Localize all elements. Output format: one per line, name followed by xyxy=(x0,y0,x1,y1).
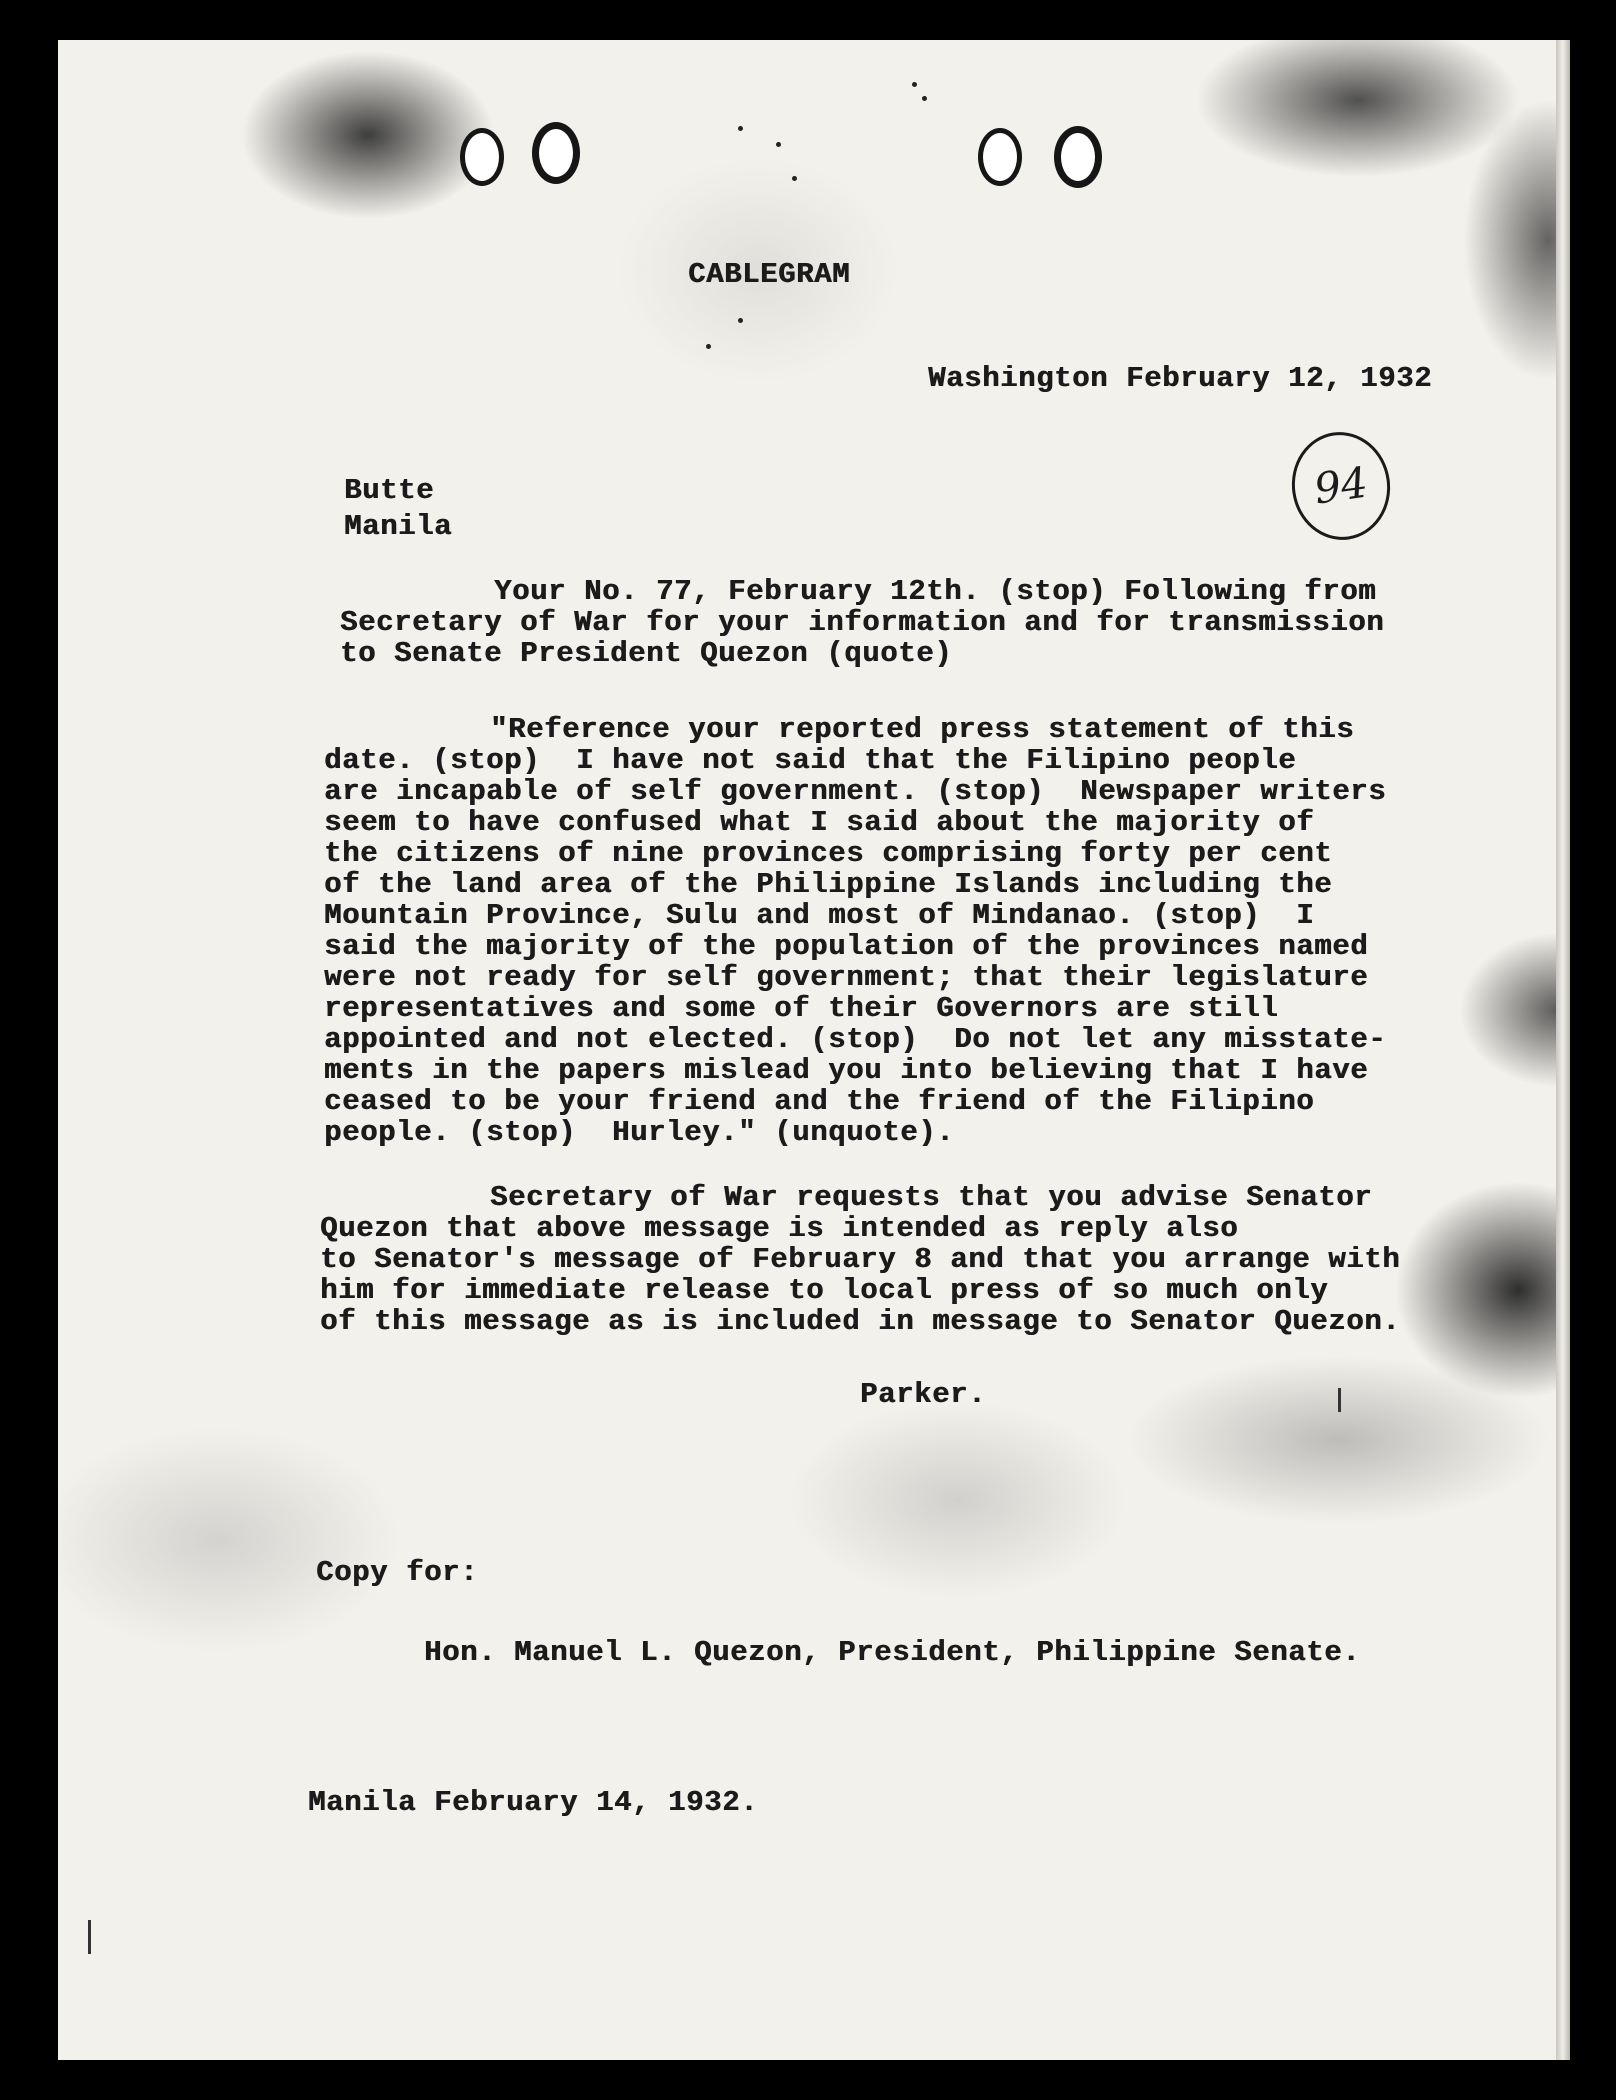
page-number-annotation xyxy=(1285,426,1397,547)
punch-hole xyxy=(460,128,504,186)
text-line: people. (stop) Hurley." (unquote). xyxy=(324,1116,955,1149)
signature: Parker. xyxy=(860,1378,987,1411)
text-line: Quezon that above message is intended as reply also xyxy=(320,1212,1239,1245)
text-line: of the land area of the Philippine Islands including the xyxy=(324,868,1333,901)
text-line: seem to have confused what I said about the majority of xyxy=(324,806,1315,839)
text-line: are incapable of self government. (stop) Newspaper writers xyxy=(324,775,1387,808)
text-line: to Senate President Quezon (quote) xyxy=(340,637,953,670)
text-line: to Senator's message of February 8 and that you arrange with xyxy=(320,1243,1401,1276)
punch-hole xyxy=(532,122,580,184)
address-line: Butte xyxy=(344,474,435,507)
text-line: appointed and not elected. (stop) Do not let any misstate- xyxy=(324,1023,1387,1056)
copy-for-label: Copy for: xyxy=(316,1556,479,1589)
margin-mark xyxy=(1338,1388,1341,1412)
text-line: Your No. 77, February 12th. (stop) Following from xyxy=(494,575,1377,608)
text-line: ments in the papers mislead you into believing that I have xyxy=(324,1054,1369,1087)
text-line: were not ready for self government; that their legislature xyxy=(324,961,1369,994)
text-line: him for immediate release to local press of so much only xyxy=(320,1274,1329,1307)
ink-speck xyxy=(738,318,743,323)
text-line: ceased to be your friend and the friend of the Filipino xyxy=(324,1085,1315,1118)
stacked-page-edge xyxy=(1556,40,1570,2060)
paragraph-instructions xyxy=(320,1182,1400,1337)
document-heading: CABLEGRAM xyxy=(688,258,851,291)
ink-speck xyxy=(706,344,711,349)
paragraph-reference xyxy=(340,576,1384,669)
page-number-text: 94 xyxy=(1311,457,1371,514)
punch-hole xyxy=(978,128,1022,186)
copy-recipient: Hon. Manuel L. Quezon, President, Philippine Senate. xyxy=(424,1636,1361,1669)
paragraph-quoted-message xyxy=(324,714,1386,1148)
dateline: Washington February 12, 1932 xyxy=(928,362,1433,395)
ink-speck xyxy=(776,142,781,147)
text-line: date. (stop) I have not said that the Filipino people xyxy=(324,744,1297,777)
closing-dateline: Manila February 14, 1932. xyxy=(308,1786,759,1819)
punch-hole xyxy=(1054,126,1102,188)
ink-speck xyxy=(792,176,797,181)
text-line: the citizens of nine provinces comprising forty per cent xyxy=(324,837,1333,870)
text-line: Mountain Province, Sulu and most of Mindanao. (stop) I xyxy=(324,899,1315,932)
ink-speck xyxy=(738,126,743,131)
ink-speck xyxy=(922,96,927,101)
ink-speck xyxy=(912,82,917,87)
text-line: said the majority of the population of the provinces named xyxy=(324,930,1369,963)
margin-mark xyxy=(88,1920,91,1954)
text-line: Secretary of War requests that you advise Senator xyxy=(490,1181,1373,1214)
text-line: "Reference your reported press statement of this xyxy=(490,713,1355,746)
text-line: representatives and some of their Governors are still xyxy=(324,992,1279,1025)
text-line: of this message as is included in message to Senator Quezon. xyxy=(320,1305,1401,1338)
text-line: Secretary of War for your information and for transmission xyxy=(340,606,1385,639)
address-line: Manila xyxy=(344,510,453,543)
